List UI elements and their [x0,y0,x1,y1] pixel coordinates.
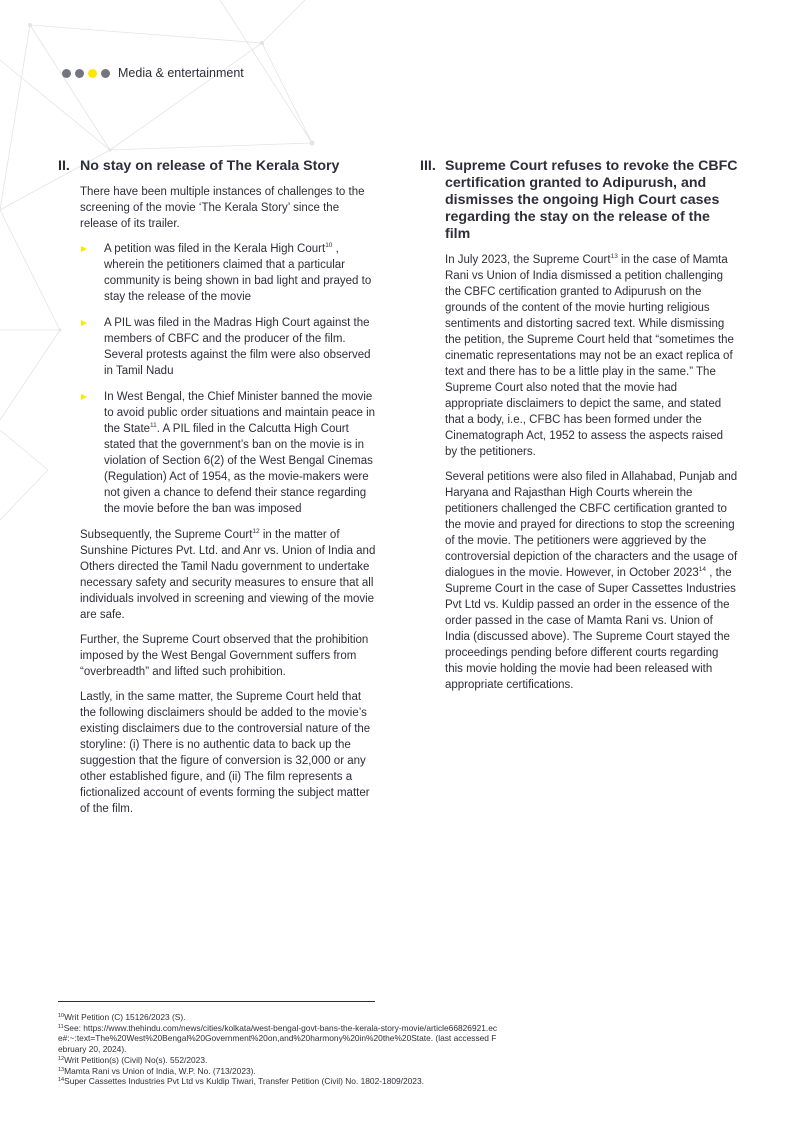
section-2-paragraph-1-cont: in the matter of Sunshine Pictures Pvt. Ltd. and Anr vs. Union of India and Others directed the Tamil Nadu government to undertake necessary safety and security measures to ensure that all individuals involved in screening and viewing of the movie are safe. [80,529,376,621]
footnote-number: 10 [58,1013,65,1019]
section-2-intro: There have been multiple instances of challenges to the screening of the movie ‘The Kerala Story’ since the release of its trailer. [80,186,365,230]
footnote-ref-11: 11 [150,422,157,429]
section-3-paragraph-2-cont: , the Supreme Court in the case of Super Cassettes Industries Pvt Ltd vs. Kuldip passed an order in the essence of the order passed in the case of Mamta Rani vs. Union of India (discussed above). The Supreme Court stayed the proceedings pending before different courts regarding this movie holding the movie had been released with appropriate certifications. [445,567,736,691]
footnote-11 [58,1023,498,1055]
footnotes [58,1012,498,1087]
footnote-14 [58,1076,498,1087]
section-3-paragraph-1-cont: in the case of Mamta Rani vs Union of India dismissed a petition challenging the CBFC certification granted to Adipurush on the grounds of the content of the movie hurting religious sentiments and distorting sacred text. While dismissing the petition, the Supreme Court held that “sometimes the cinematic representations may not be an exact replica of text and there has to be a little play in the same.” The Supreme Court also noted that the movie had appropriate disclaimers to depict the same, and stated that a body, i.e., CFBC has been formed under the Cinematograph Act, 1952 to assess the aspects raised by the petitioners. [445,254,734,458]
footnote-ref-10: 10 [325,242,333,249]
section-3-title: Supreme Court refuses to revoke the CBFC certification granted to Adipurush, and dismisses the ongoing High Court cases regarding the stay on the release of the film [445,158,738,242]
footnote-text: Mamta Rani vs Union of India, W.P. No. (713/2023). [64,1065,256,1076]
section-2-heading [58,158,376,175]
section-3-number: III. [420,158,436,174]
right-column [420,158,738,702]
section-3-paragraph-2-text: Several petitions were also filed in Allahabad, Punjab and Haryana and Rajasthan High Courts wherein the petitioners challenged the CBFC certification granted to the movie and prayed for directions to stop the screening of the movie. The petitioners were aggrieved by the controversial depiction of the characters and the usage of dialogues in the movie. However, in October 2023 [445,471,738,579]
footnote-text: Writ Petition(s) (Civil) No(s). 552/2023. [64,1054,208,1065]
left-column [58,158,376,826]
footnote-text: Writ Petition (C) 15126/2023 (S). [64,1012,186,1022]
footnote-number: 13 [58,1066,65,1073]
triangle-bullet-icon [81,246,87,252]
section-2-paragraph-1-text: Subsequently, the Supreme Court [80,529,253,541]
footnote-ref-13: 13 [610,253,618,260]
footnote-divider [58,1001,375,1002]
bullet-item-3 [80,389,376,517]
section-3-paragraph-1-text: In July 2023, the Supreme Court [445,254,611,266]
section-2-number: II. [58,158,70,174]
section-3-paragraph-1 [420,252,738,460]
bullet-2-text: A PIL was filed in the Madras High Court against the members of CBFC and the producer of the film. Several protests against the film were also observed in Tamil Nadu [104,317,371,377]
section-2-paragraph-2: Further, the Supreme Court observed that the prohibition imposed by the West Bengal Government suffers from “overbreadth” and lifted such prohibition. [80,634,369,678]
section-2-paragraph-3: Lastly, in the same matter, the Supreme Court held that the following disclaimers should be added to the movie’s existing disclaimers due to the controversial nature of the storyline: (i) There is no authentic data to back up the suggestion that the figure of conversion is 32,000 or any other established figure, and (ii) The film represents a fictionalized account of events forming the subject matter of the film. [80,691,371,815]
bullet-3-text: In West Bengal, the Chief Minister banned the movie to avoid public order situations and maintain peace in the State [104,391,376,435]
footnote-number: 12 [58,1055,65,1062]
section-3-heading [420,158,738,243]
footnote-number: 14 [58,1077,65,1084]
section-2-paragraph-1 [58,527,376,623]
triangle-bullet-icon [81,320,87,326]
header-dots [62,69,110,78]
section-2-bullet-list [80,241,376,517]
bullet-1-text-cont: , wherein the petitioners claimed that a particular community is being shown in bad light and prayed to stay the release of the movie [104,243,372,303]
bullet-item-1 [80,241,376,305]
section-3-paragraph-2 [420,469,738,693]
footnote-13 [58,1066,498,1077]
page-header [62,66,244,80]
bullet-3-text-cont: . A PIL filed in the Calcutta High Court stated that the government’s ban on the movie is in violation of Section 6(2) of the West Bengal Cinemas (Regulation) Act of 1954, as the movie-makers were not given a chance to defend their stance regarding the movie before the ban was imposed [104,423,373,515]
footnote-link-text: See: https://www.thehindu.com/news/cities/kolkata/west-bengal-govt-bans-the-kerala-story-movie/article66826921.ece#:~:text=The%20West%20Bengal%20Government%20on,and%20harmony%20in%20the%20State. (last accessed February 20, 2024). [58,1022,498,1055]
footnote-number: 11 [58,1023,64,1030]
header-dot-1 [62,69,71,78]
header-dot-4 [101,69,110,78]
triangle-bullet-icon [81,394,87,400]
footnote-12 [58,1055,498,1066]
footnote-ref-14: 14 [698,566,707,573]
section-2-title: No stay on release of The Kerala Story [80,158,340,174]
header-dot-2 [75,69,84,78]
header-title: Media & entertainment [118,66,244,80]
bullet-1-text: A petition was filed in the Kerala High Court [104,243,326,255]
footnote-text: Super Cassettes Industries Pvt Ltd vs Kuldip Tiwari, Transfer Petition (Civil) No. 1802-1809/2023. [64,1076,424,1087]
footnote-10 [58,1012,498,1023]
footnote-ref-12: 12 [252,528,260,535]
bullet-item-2 [80,315,376,379]
header-dot-3 [88,69,97,78]
